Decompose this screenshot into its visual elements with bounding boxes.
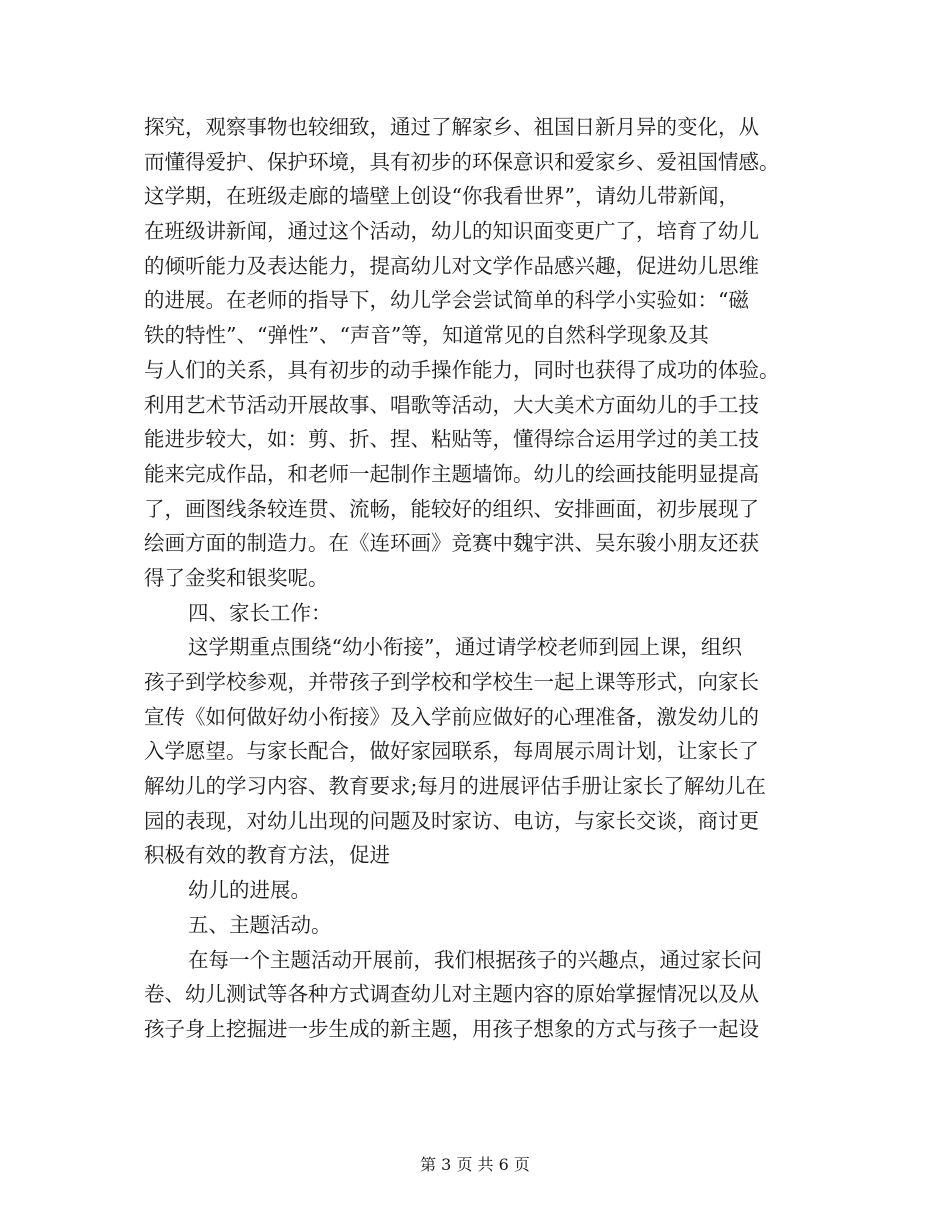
text-line: 卷、幼儿测试等各种方式调查幼儿对主题内容的原始掌握情况以及从 [144, 982, 759, 1007]
section-heading: 五、主题活动。 [188, 912, 332, 937]
text-line: 在班级讲新闻，通过这个活动，幼儿的知识面变更广了，培育了幼儿 [144, 219, 759, 244]
text-line: 孩子身上挖掘进一步生成的新主题，用孩子想象的方式与孩子一起设 [144, 1016, 759, 1041]
text-line: 园的表现，对幼儿出现的问题及时家访、电访，与家长交谈，商讨更 [144, 808, 759, 833]
text-line: 绘画方面的制造力。在《连环画》竞赛中魏宇洪、吴东骏小朋友还获 [144, 531, 759, 556]
text-line: 铁的特性”、“弹性”、“声音”等，知道常见的自然科学现象及其 [144, 323, 709, 348]
text-line: 入学愿望。与家长配合，做好家园联系，每周展示周计划，让家长了 [144, 739, 759, 764]
text-line: 而懂得爱护、保护环境，具有初步的环保意识和爱家乡、爱祖国情感。 [144, 149, 780, 174]
text-line: 积极有效的教育方法，促进 [144, 843, 390, 868]
text-line: 能来完成作品，和老师一起制作主题墙饰。幼儿的绘画技能明显提高 [144, 461, 759, 486]
text-line: 得了金奖和银奖呢。 [144, 565, 329, 590]
text-line: 探究，观察事物也较细致，通过了解家乡、祖国日新月异的变化，从 [144, 115, 759, 139]
text-line: 孩子到学校参观，并带孩子到学校和学校生一起上课等形式，向家长 [144, 670, 759, 694]
body-text [144, 110, 809, 1047]
text-line: 了，画图线条较连贯、流畅，能较好的组织、安排画面，初步展现了 [144, 496, 759, 521]
text-line: 与人们的关系，具有初步的动手操作能力，同时也获得了成功的体验。 [144, 357, 780, 382]
text-line: 在每一个主题活动开展前，我们根据孩子的兴趣点，通过家长问 [188, 947, 762, 972]
text-line: 解幼儿的学习内容、教育要求;每月的进展评估手册让家长了解幼儿在 [144, 774, 766, 799]
text-line: 的进展。在老师的指导下，幼儿学会尝试简单的科学小实验如：“磁 [144, 288, 749, 313]
section-heading: 四、家长工作： [188, 600, 332, 625]
text-line: 这学期，在班级走廊的墙壁上创设“你我看世界”，请幼儿带新闻， [144, 184, 739, 209]
text-line: 能进步较大，如：剪、折、捏、粘贴等，懂得综合运用学过的美工技 [144, 427, 759, 452]
text-line: 的倾听能力及表达能力，提高幼儿对文学作品感兴趣，促进幼儿思维 [144, 253, 759, 278]
page-footer: 第 3 页 共 6 页 [420, 1155, 530, 1174]
text-line: 这学期重点围绕“幼小衔接”，通过请学校老师到园上课，组织 [188, 635, 742, 660]
text-line: 利用艺术节活动开展故事、唱歌等活动，大大美术方面幼儿的手工技 [144, 392, 759, 417]
text-line: 宣传《如何做好幼小衔接》及入学前应做好的心理准备，激发幼儿的 [144, 704, 759, 729]
text-line: 幼儿的进展。 [188, 878, 311, 903]
